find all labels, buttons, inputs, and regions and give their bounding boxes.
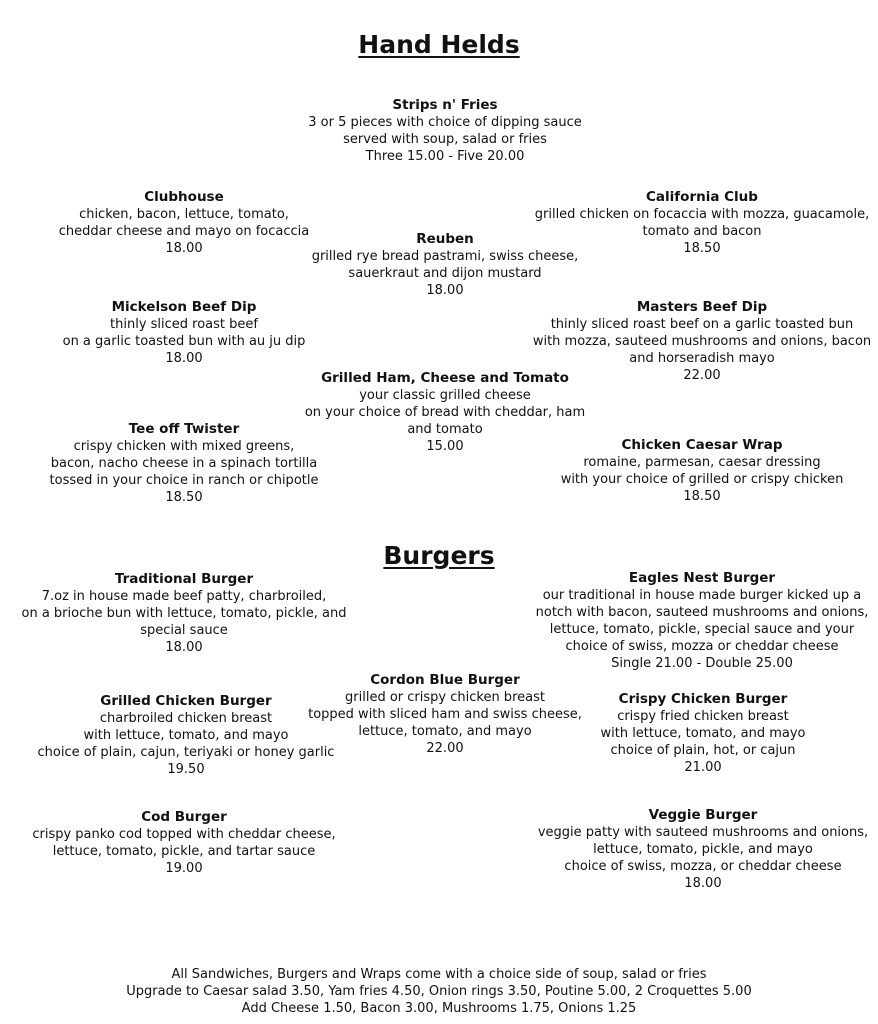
- item-description: grilled or crispy chicken breast: [345, 690, 545, 705]
- menu-item-grilled-ham-cheese-tomato: [305, 370, 585, 455]
- item-description: on a brioche bun with lettuce, tomato, pickle, and: [21, 606, 347, 621]
- menu-item-chicken-caesar-wrap: [561, 437, 844, 505]
- menu-item-strips-n-fries: [308, 97, 581, 165]
- item-name: Masters Beef Dip: [636, 299, 768, 315]
- item-description: choice of swiss, mozza or cheddar cheese: [565, 639, 839, 654]
- item-name: Mickelson Beef Dip: [111, 299, 257, 315]
- item-price: 22.00: [683, 368, 721, 383]
- item-description: lettuce, tomato, pickle, and tartar sauce: [52, 844, 316, 859]
- item-price: Three 15.00 - Five 20.00: [365, 149, 525, 164]
- item-description: tomato and bacon: [642, 224, 762, 239]
- item-description: lettuce, tomato, and mayo: [358, 724, 532, 739]
- item-description: crispy chicken with mixed greens,: [73, 439, 295, 454]
- menu-item-cod-burger: [32, 809, 335, 877]
- item-description: your classic grilled cheese: [359, 388, 531, 403]
- item-description: cheddar cheese and mayo on focaccia: [58, 224, 310, 239]
- section-title-hand-helds: Hand Helds: [358, 30, 520, 59]
- item-description: bacon, nacho cheese in a spinach tortilla: [50, 456, 318, 471]
- item-description: grilled chicken on focaccia with mozza, guacamole,: [534, 207, 870, 222]
- item-name: Veggie Burger: [648, 807, 758, 823]
- item-description: veggie patty with sauteed mushrooms and onions,: [537, 825, 869, 840]
- item-description: crispy fried chicken breast: [617, 709, 789, 724]
- item-price: 18.00: [684, 876, 722, 891]
- menu-item-reuben: [312, 231, 579, 299]
- item-description: lettuce, tomato, pickle, special sauce and your: [549, 622, 855, 637]
- item-description: and tomato: [407, 422, 483, 437]
- menu-item-traditional-burger: [22, 571, 347, 656]
- item-name: Grilled Ham, Cheese and Tomato: [321, 370, 569, 386]
- item-description: our traditional in house made burger kicked up a: [542, 588, 862, 603]
- item-description: with lettuce, tomato, and mayo: [600, 726, 806, 741]
- item-description: chicken, bacon, lettuce, tomato,: [79, 207, 289, 222]
- item-price: 18.00: [165, 640, 203, 655]
- menu-item-cordon-blue-burger: [308, 672, 582, 757]
- menu-item-grilled-chicken-burger: [38, 693, 335, 778]
- menu-item-crispy-chicken-burger: [600, 691, 805, 776]
- menu-item-california-club: [535, 189, 870, 257]
- footer-upgrades-note: Upgrade to Caesar salad 3.50, Yam fries 4.50, Onion rings 3.50, Poutine 5.00, 2 Croquettes 5.00: [126, 984, 752, 999]
- item-price: 18.00: [165, 351, 203, 366]
- item-description: lettuce, tomato, pickle, and mayo: [593, 842, 813, 857]
- item-name: Cod Burger: [141, 809, 227, 825]
- item-description: choice of plain, cajun, teriyaki or honey garlic: [37, 745, 335, 760]
- menu-footer-notes: [0, 966, 878, 1017]
- item-description: notch with bacon, sauteed mushrooms and onions,: [535, 605, 869, 620]
- item-price: 19.50: [167, 762, 205, 777]
- item-description: 7.oz in house made beef patty, charbroiled,: [41, 589, 327, 604]
- item-price: 19.00: [165, 861, 203, 876]
- item-description: topped with sliced ham and swiss cheese,: [308, 707, 582, 722]
- item-description: romaine, parmesan, caesar dressing: [583, 455, 821, 470]
- item-price: 15.00: [426, 439, 464, 454]
- item-name: Grilled Chicken Burger: [100, 693, 272, 709]
- item-name: Crispy Chicken Burger: [618, 691, 788, 707]
- item-name: Eagles Nest Burger: [628, 570, 776, 586]
- item-description: served with soup, salad or fries: [343, 132, 547, 147]
- item-price: Single 21.00 - Double 25.00: [611, 656, 793, 671]
- item-description: 3 or 5 pieces with choice of dipping sauce: [308, 115, 582, 130]
- item-name: Strips n' Fries: [392, 97, 498, 113]
- item-description: and horseradish mayo: [629, 351, 775, 366]
- item-name: California Club: [646, 189, 758, 205]
- footer-sides-note: All Sandwiches, Burgers and Wraps come with a choice side of soup, salad or fries: [171, 967, 707, 982]
- item-description: choice of swiss, mozza, or cheddar cheese: [564, 859, 842, 874]
- item-name: Traditional Burger: [114, 571, 254, 587]
- menu-item-clubhouse: [59, 189, 309, 257]
- item-name: Chicken Caesar Wrap: [621, 437, 783, 453]
- item-description: with mozza, sauteed mushrooms and onions, bacon: [532, 334, 872, 349]
- item-description: on your choice of bread with cheddar, ham: [304, 405, 586, 420]
- item-description: thinly sliced roast beef on a garlic toasted bun: [550, 317, 854, 332]
- item-description: sauerkraut and dijon mustard: [348, 266, 542, 281]
- item-price: 21.00: [684, 760, 722, 775]
- item-description: charbroiled chicken breast: [99, 711, 273, 726]
- item-price: 18.50: [165, 490, 203, 505]
- menu-item-tee-off-twister: [50, 421, 319, 506]
- section-title-burgers: Burgers: [383, 541, 495, 570]
- item-description: with your choice of grilled or crispy chicken: [560, 472, 844, 487]
- item-price: 18.50: [683, 241, 721, 256]
- menu-item-mickelson-beef-dip: [63, 299, 306, 367]
- item-description: on a garlic toasted bun with au ju dip: [62, 334, 306, 349]
- menu-item-eagles-nest-burger: [536, 570, 869, 672]
- item-name: Clubhouse: [144, 189, 224, 205]
- item-price: 18.00: [165, 241, 203, 256]
- item-description: tossed in your choice in ranch or chipotle: [49, 473, 319, 488]
- item-price: 18.50: [683, 489, 721, 504]
- item-name: Cordon Blue Burger: [370, 672, 520, 688]
- item-name: Tee off Twister: [128, 421, 240, 437]
- item-description: special sauce: [140, 623, 228, 638]
- item-description: crispy panko cod topped with cheddar cheese,: [32, 827, 336, 842]
- item-description: grilled rye bread pastrami, swiss cheese,: [311, 249, 579, 264]
- item-description: with lettuce, tomato, and mayo: [83, 728, 289, 743]
- item-price: 22.00: [426, 741, 464, 756]
- item-price: 18.00: [426, 283, 464, 298]
- menu-item-veggie-burger: [538, 807, 868, 892]
- footer-addons-note: Add Cheese 1.50, Bacon 3.00, Mushrooms 1.75, Onions 1.25: [241, 1001, 637, 1016]
- item-name: Reuben: [416, 231, 474, 247]
- item-description: thinly sliced roast beef: [110, 317, 258, 332]
- item-description: choice of plain, hot, or cajun: [610, 743, 796, 758]
